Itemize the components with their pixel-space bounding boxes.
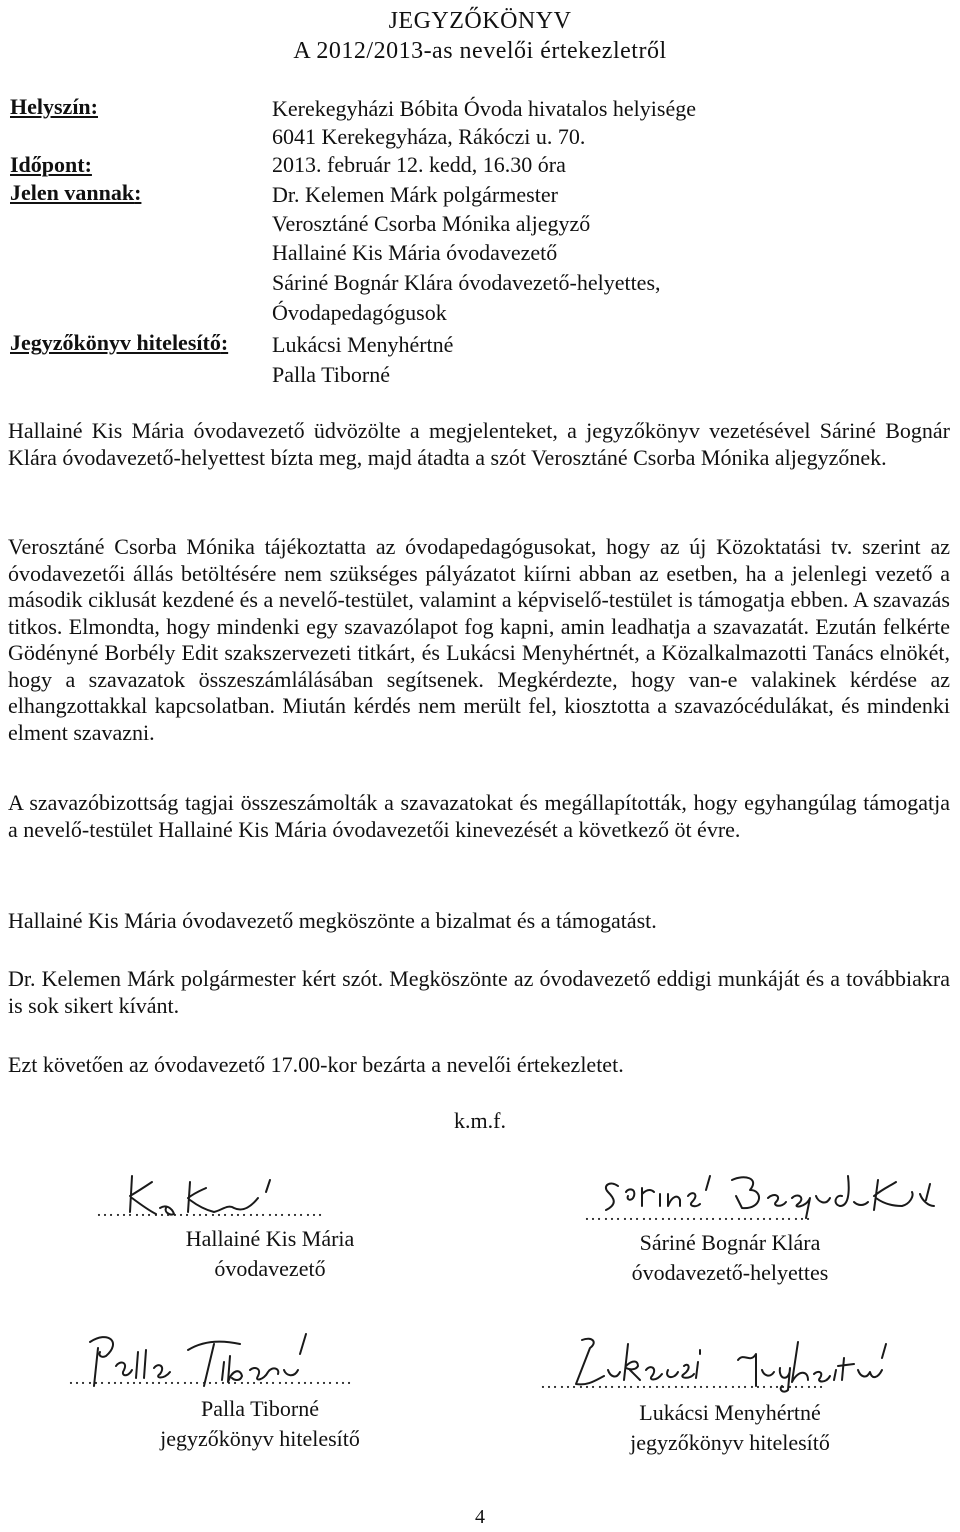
signer-1-name: Hallainé Kis Mária xyxy=(185,1226,355,1251)
paragraph-opening: Hallainé Kis Mária óvodavezető üdvözölte a megjelenteket, a jegyzőkönyv vezetésével Sáriné Bognár Klára óvodavezető-helyettest bízta meg, majd átadta a szót Verosztáné Csorba Mónika aljegyzőnek. xyxy=(8,418,950,470)
signer-4-role: jegyzőkönyv hitelesítő xyxy=(630,1430,830,1455)
signer-1-role: óvodavezető xyxy=(214,1256,326,1281)
document-title: JEGYZŐKÖNYV xyxy=(388,8,572,34)
signer-3-name: Palla Tiborné xyxy=(201,1396,319,1421)
location-line-2: 6041 Kerekegyháza, Rákóczi u. 70. xyxy=(272,124,586,149)
authenticator-label-text: Jegyzőkönyv hitelesítő xyxy=(10,330,221,355)
authenticator-label-colon: : xyxy=(220,330,229,355)
page-number: 4 xyxy=(475,1506,485,1528)
signature-line-1: ……………………………… xyxy=(96,1200,324,1220)
authenticator-line-1: Lukácsi Menyhértné xyxy=(272,332,454,357)
present-label-text: Jelen vannak xyxy=(10,180,135,205)
kmf-mark: k.m.f. xyxy=(454,1108,506,1133)
present-label-colon: : xyxy=(134,180,142,205)
paragraph-closing: Ezt követően az óvodavezető 17.00-kor bezárta a nevelői értekezletet. xyxy=(8,1052,624,1077)
paragraph-briefing: Verosztáné Csorba Mónika tájékoztatta az óvodapedagógusokat, hogy az új Közoktatási tv. szerint az óvodavezetői állás betöltésére nem szükséges pályázatot kiírni abban az esetben, ha a jelenlegi vezető a második ciklusát kezdené és a nevelő-testület, valamint a képviselő-testület is támogatja ebben. A szavazás titkos. Elmondta, hogy mindenki egy szavazólapot fog kapni, amin leadhatja a szavazatát. Ezután felkérte Gödényné Borbély Edit szakszervezeti titkárt, és Lukácsi Menyhértnét, a Közalkalmazotti Tanács elnökét, hogy a szavazatok összeszámlálásában segítsenek. Megkérdezte, hogy van-e valakinek kérdése az elhangzottakkal kapcsolatban. Miután kérdés nem merült fel, kiosztotta a szavazócédulákat, és mindenki elment szavazni. xyxy=(8,534,950,745)
present-line-4: Sáriné Bognár Klára óvodavezető-helyettes, xyxy=(272,270,661,295)
signer-3-role: jegyzőkönyv hitelesítő xyxy=(160,1426,360,1451)
paragraph-thanks: Hallainé Kis Mária óvodavezető megköszönte a bizalmat és a támogatást. xyxy=(8,908,657,933)
present-line-1: Dr. Kelemen Márk polgármester xyxy=(272,182,558,207)
present-line-2: Verosztáné Csorba Mónika aljegyző xyxy=(272,211,591,236)
signer-2-role: óvodavezető-helyettes xyxy=(631,1260,829,1285)
present-label xyxy=(10,180,141,206)
location-line-1: Kerekegyházi Bóbita Óvoda hivatalos helyisége xyxy=(272,96,696,121)
paragraph-vote-result: A szavazóbizottság tagjai összeszámolták a szavazatokat és megállapították, hogy egyhangúlag támogatja a nevelő-testület Hallainé Kis Mária óvodavezetői kinevezését a következő öt évre. xyxy=(8,790,950,842)
signature-line-3: ……………………………………… xyxy=(68,1368,353,1388)
signer-4-name: Lukácsi Menyhértné xyxy=(639,1400,821,1425)
signature-line-4: ……………………………………… xyxy=(540,1372,825,1392)
document-subtitle: A 2012/2013-as nevelői értekezletről xyxy=(293,38,667,64)
authenticator-line-2: Palla Tiborné xyxy=(272,362,390,387)
authenticator-label xyxy=(10,330,228,356)
time-label: Időpont: xyxy=(10,152,92,177)
time-value: 2013. február 12. kedd, 16.30 óra xyxy=(272,152,566,177)
signature-line-2: ……………………………… xyxy=(584,1204,812,1224)
signer-2-name: Sáriné Bognár Klára xyxy=(639,1230,821,1255)
paragraph-mayor: Dr. Kelemen Márk polgármester kért szót. Megköszönte az óvodavezető eddigi munkáját és a továbbiakra is sok sikert kívánt. xyxy=(8,966,950,1018)
location-label: Helyszín: xyxy=(10,94,98,119)
present-line-3: Hallainé Kis Mária óvodavezető xyxy=(272,240,558,265)
present-line-5: Óvodapedagógusok xyxy=(272,300,447,325)
